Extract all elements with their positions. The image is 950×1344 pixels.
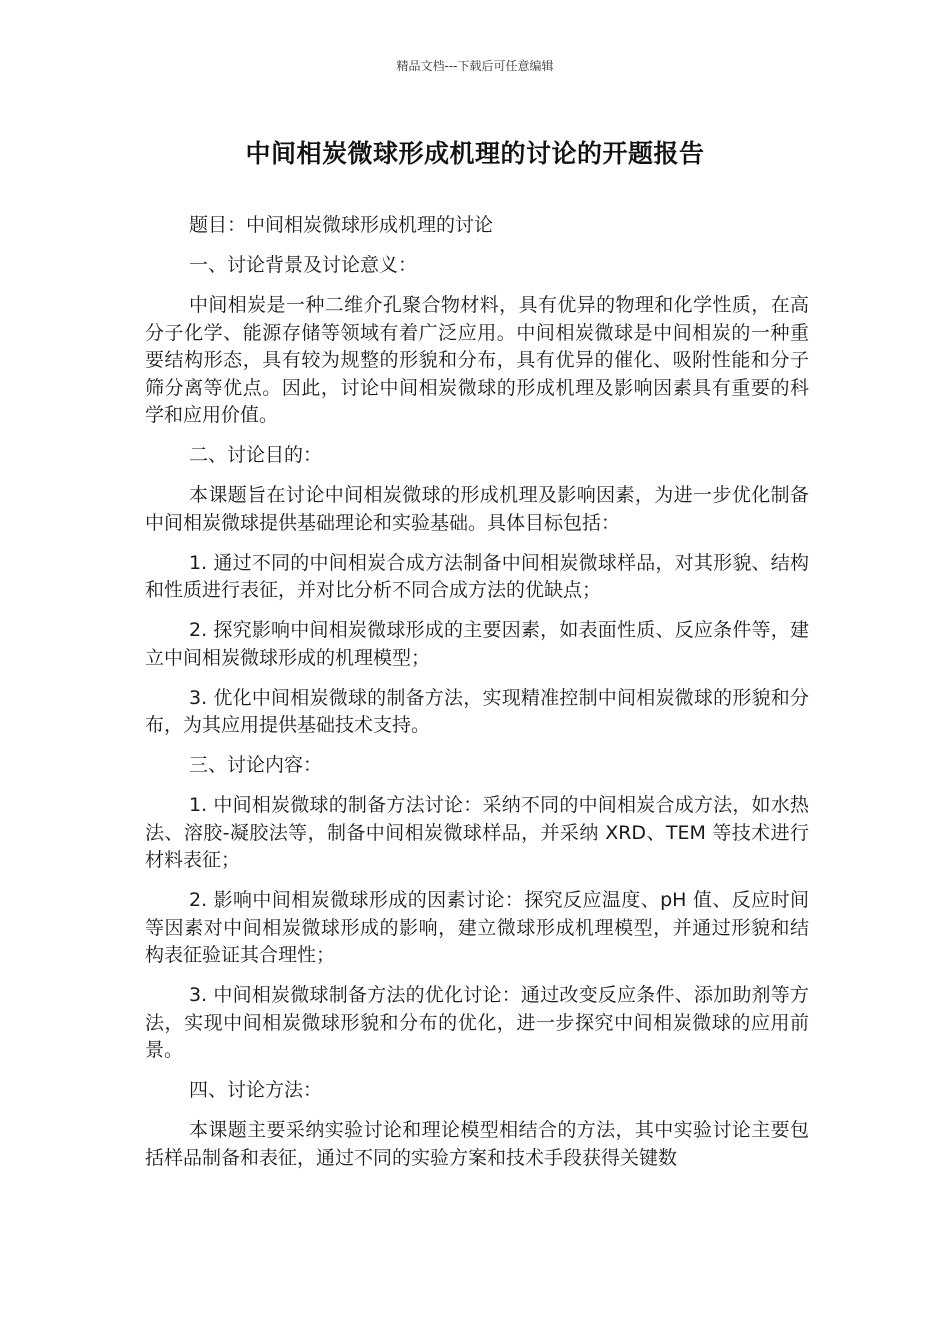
purpose-paragraph: 本课题旨在讨论中间相炭微球的形成机理及影响因素，为进一步优化制备中间相炭微球提供基础理论和实验基础。具体目标包括： <box>145 484 809 534</box>
purpose-item-3: 3. 优化中间相炭微球的制备方法，实现精准控制中间相炭微球的形貌和分布，为其应用提供基础技术支持。 <box>145 686 809 736</box>
content-item-2: 2. 影响中间相炭微球形成的因素讨论：探究反应温度、pH 值、反应时间等因素对中间相炭微球形成的影响，建立微球形成机理模型，并通过形貌和结构表征验证其合理性； <box>145 889 809 966</box>
section-heading-method: 四、讨论方法： <box>189 1079 323 1101</box>
section-heading-purpose: 二、讨论目的： <box>189 444 323 466</box>
topic-line: 题目：中间相炭微球形成机理的讨论 <box>189 214 494 236</box>
section-heading-content: 三、讨论内容： <box>189 754 323 776</box>
content-item-3: 3. 中间相炭微球制备方法的优化讨论：通过改变反应条件、添加助剂等方法，实现中间相炭微球形貌和分布的优化，进一步探究中间相炭微球的应用前景。 <box>145 984 809 1061</box>
purpose-item-1: 1. 通过不同的中间相炭合成方法制备中间相炭微球样品，对其形貌、结构和性质进行表征，并对比分析不同合成方法的优缺点； <box>145 551 809 601</box>
purpose-item-2: 2. 探究影响中间相炭微球形成的主要因素，如表面性质、反应条件等，建立中间相炭微球形成的机理模型； <box>145 619 809 669</box>
page-header-note: 精品文档---下载后可任意编辑 <box>396 59 554 73</box>
content-item-1: 1. 中间相炭微球的制备方法讨论：采纳不同的中间相炭合成方法，如水热法、溶胶-凝胶法等，制备中间相炭微球样品，并采纳 XRD、TEM 等技术进行材料表征； <box>145 794 809 871</box>
section-heading-background: 一、讨论背景及讨论意义： <box>189 254 418 276</box>
document-body <box>145 212 809 1185</box>
background-paragraph: 中间相炭是一种二维介孔聚合物材料，具有优异的物理和化学性质，在高分子化学、能源存储等领域有着广泛应用。中间相炭微球是中间相炭的一种重要结构形态，具有较为规整的形貌和分布，具有优异的催化、吸附性能和分子筛分离等优点。因此，讨论中间相炭微球的形成机理及影响因素具有重要的科学和应用价值。 <box>145 294 809 426</box>
method-paragraph: 本课题主要采纳实验讨论和理论模型相结合的方法，其中实验讨论主要包括样品制备和表征，通过不同的实验方案和技术手段获得关键数 <box>145 1119 809 1169</box>
document-title: 中间相炭微球形成机理的讨论的开题报告 <box>245 139 705 168</box>
